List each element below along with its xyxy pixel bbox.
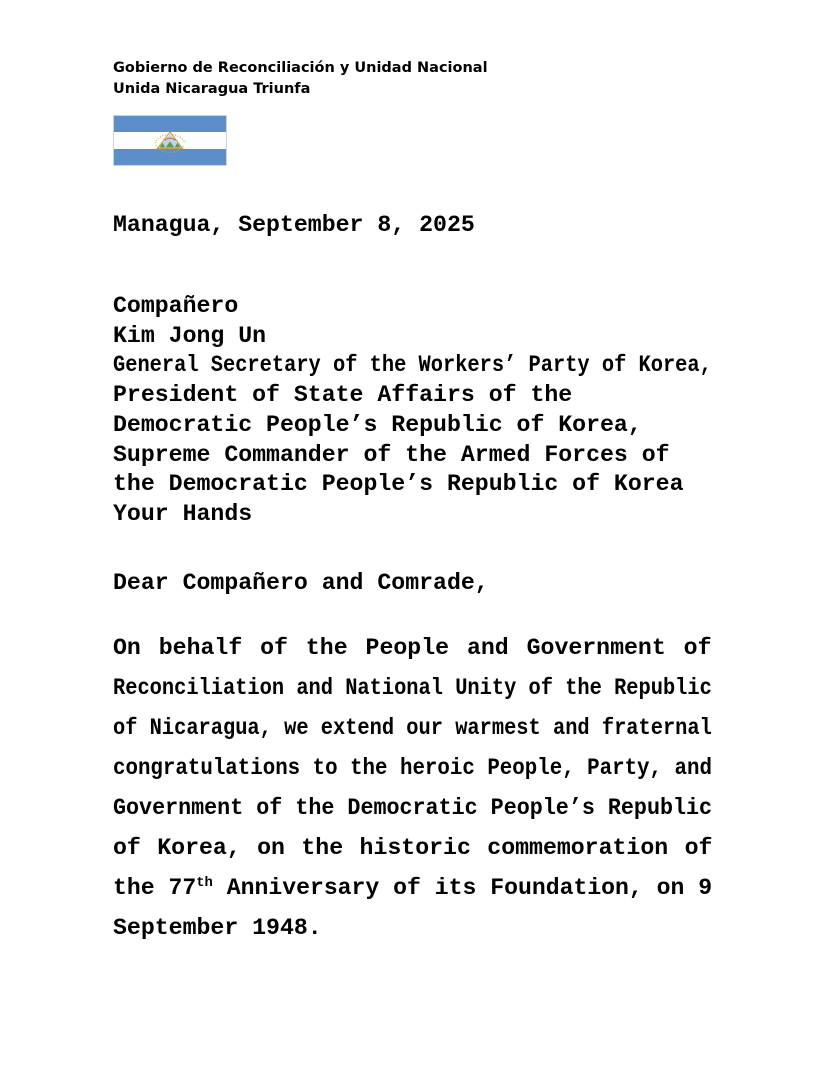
body-line-with-ordinal <box>113 868 712 908</box>
body-line <box>113 668 712 708</box>
recipient-line-text: General Secretary of the Workers’ Party of Korea, <box>113 352 712 379</box>
recipient-address-block <box>113 292 712 530</box>
recipient-line <box>113 411 712 441</box>
body-line <box>113 788 712 828</box>
recipient-line-text: President of State Affairs of the <box>113 382 573 409</box>
recipient-line <box>113 292 712 322</box>
nicaragua-flag <box>113 115 227 166</box>
body-line-text: Anniversary of its Foundation, on 9 <box>212 874 713 901</box>
body-line <box>113 628 712 668</box>
coat-of-arms-emblem <box>148 128 192 154</box>
recipient-line-text: Kim Jong Un <box>113 322 267 349</box>
letterhead <box>113 58 712 100</box>
recipient-line-text: Democratic People’s Republic of Korea, <box>113 411 642 438</box>
recipient-line <box>113 470 712 500</box>
letter-body <box>113 628 712 948</box>
body-line <box>113 748 712 788</box>
recipient-line <box>113 500 712 530</box>
recipient-line <box>113 351 712 381</box>
recipient-line <box>113 322 712 352</box>
body-line-text: of Korea, on the historic commemoration of <box>113 834 713 861</box>
body-line-text: the 77 <box>113 874 197 901</box>
letterhead-line-1: Gobierno de Reconciliación y Unidad Nacional <box>113 60 488 76</box>
recipient-line-text: Your Hands <box>113 500 253 527</box>
recipient-line <box>113 441 712 471</box>
body-line-text: congratulations to the heroic People, Party, and <box>113 754 712 781</box>
body-line <box>113 708 712 748</box>
recipient-line-text: the Democratic People’s Republic of Korea <box>113 471 684 498</box>
ordinal-superscript: th <box>196 874 213 891</box>
dateline: Managua, September 8, 2025 <box>113 212 475 238</box>
body-line-text: September 1948. <box>113 914 322 941</box>
salutation: Dear Compañero and Comrade, <box>113 569 489 596</box>
recipient-line <box>113 381 712 411</box>
body-line-text: of Nicaragua, we extend our warmest and fraternal <box>113 714 712 741</box>
body-line <box>113 828 712 868</box>
recipient-line-text: Supreme Commander of the Armed Forces of <box>113 441 670 468</box>
body-line <box>113 868 712 908</box>
body-line <box>113 908 712 948</box>
recipient-line-text: Compañero <box>113 293 239 319</box>
body-line-text: Reconciliation and National Unity of the Republic <box>113 674 712 701</box>
letterhead-line-2: Unida Nicaragua Triunfa <box>113 81 311 97</box>
body-line-text: Government of the Democratic People’s Republic <box>113 794 713 821</box>
body-line-text: On behalf of the People and Government of <box>113 634 712 661</box>
